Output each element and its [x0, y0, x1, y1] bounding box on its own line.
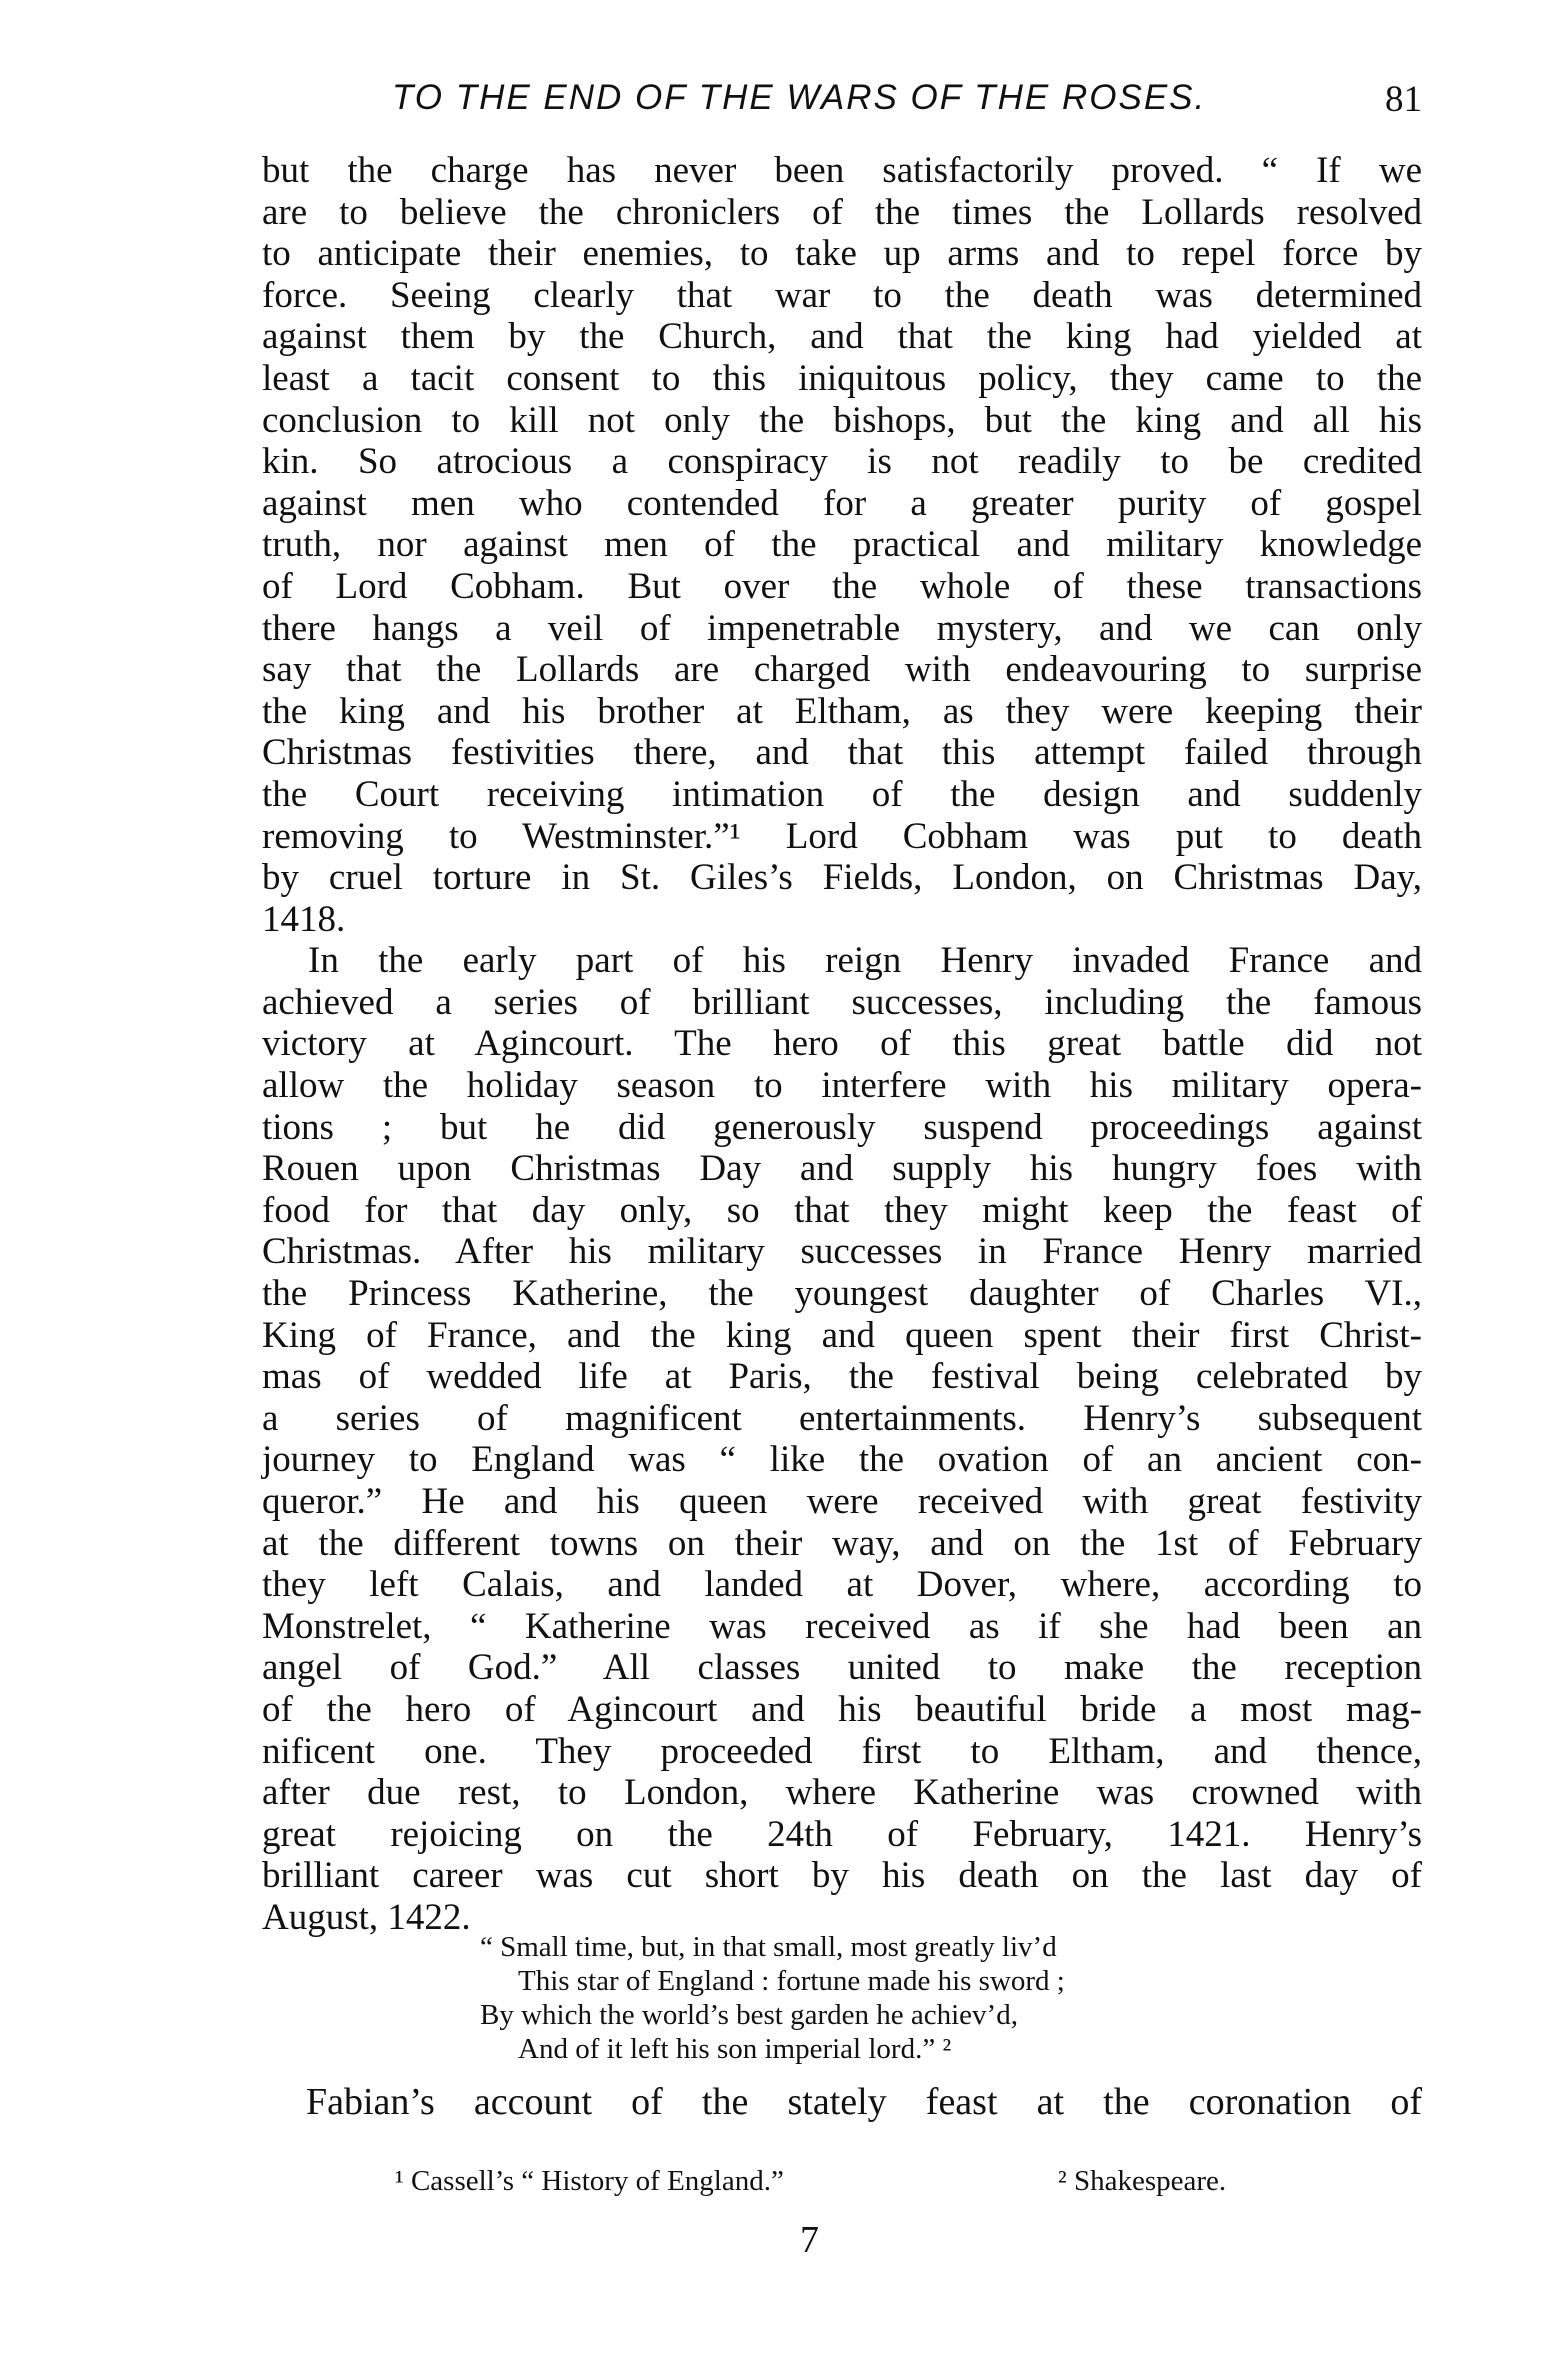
text-line: August, 1422.: [262, 1896, 471, 1938]
text-line: nificent one. They proceeded first to Eltham, and thence,: [262, 1730, 1422, 1772]
page-number: 81: [1385, 79, 1422, 120]
text-line: at the different towns on their way, and on the 1st of February: [262, 1522, 1422, 1564]
text-line: great rejoicing on the 24th of February, 1421. Henry’s: [262, 1813, 1422, 1855]
text-line: after due rest, to London, where Katherine was crowned with: [262, 1772, 1422, 1814]
text-line: Christmas. After his military successes in France Henry married: [262, 1231, 1422, 1273]
text-line: force. Seeing clearly that war to the death was determined: [262, 274, 1422, 316]
body-text: [262, 150, 1422, 1939]
text-line: are to believe the chroniclers of the times the Lollards resolved: [262, 191, 1422, 233]
verse-line: This star of England : fortune made his sword ;: [518, 1965, 1065, 1997]
footnote-2: ² Shakespeare.: [1058, 2165, 1227, 2197]
text-line: allow the holiday season to interfere with his military opera-: [262, 1065, 1422, 1107]
text-line: food for that day only, so that they might keep the feast of: [262, 1189, 1422, 1231]
text-line: truth, nor against men of the practical and military knowledge: [262, 524, 1422, 566]
text-line: by cruel torture in St. Giles’s Fields, London, on Christmas Day,: [262, 857, 1422, 899]
text-line: angel of God.” All classes united to make the reception: [262, 1647, 1422, 1689]
text-line: Monstrelet, “ Katherine was received as if she had been an: [262, 1605, 1422, 1647]
running-title: TO THE END OF THE WARS OF THE ROSES.: [392, 78, 1207, 117]
text-line: achieved a series of brilliant successes, including the famous: [262, 981, 1422, 1023]
text-line: victory at Agincourt. The hero of this great battle did not: [262, 1023, 1422, 1065]
text-line: journey to England was “ like the ovation of an ancient con-: [262, 1439, 1422, 1481]
verse-line: And of it left his son imperial lord.” ²: [518, 2033, 952, 2065]
text-line: Rouen upon Christmas Day and supply his hungry foes with: [262, 1148, 1422, 1190]
text-line: brilliant career was cut short by his death on the last day of: [262, 1855, 1422, 1897]
text-line: they left Calais, and landed at Dover, where, according to: [262, 1564, 1422, 1606]
text-line: least a tacit consent to this iniquitous policy, they came to the: [262, 357, 1422, 399]
text-line: King of France, and the king and queen spent their first Christ-: [262, 1314, 1422, 1356]
text-line: the Court receiving intimation of the design and suddenly: [262, 773, 1422, 815]
text-line: mas of wedded life at Paris, the festival being celebrated by: [262, 1356, 1422, 1398]
verse-line: By which the world’s best garden he achiev’d,: [480, 1999, 1018, 2031]
text-line: kin. So atrocious a conspiracy is not readily to be credited: [262, 441, 1422, 483]
text-line: of the hero of Agincourt and his beautiful bride a most mag-: [262, 1688, 1422, 1730]
text-line: Christmas festivities there, and that this attempt failed through: [262, 732, 1422, 774]
running-head: [262, 78, 1422, 138]
text-line: queror.” He and his queen were received with great festivity: [262, 1481, 1422, 1522]
text-line: but the charge has never been satisfactorily proved. “ If we: [262, 150, 1422, 191]
closing-line: Fabian’s account of the stately feast at the coronation of: [306, 2081, 1422, 2123]
footnote-1: ¹ Cassell’s “ History of England.”: [395, 2165, 784, 2197]
text-line: the king and his brother at Eltham, as they were keeping their: [262, 690, 1422, 732]
footnotes: [395, 2165, 1295, 2205]
text-line: 1418.: [262, 898, 346, 940]
text-line: conclusion to kill not only the bishops, but the king and all his: [262, 399, 1422, 441]
text-line: tions ; but he did generously suspend proceedings against: [262, 1106, 1422, 1148]
text-line: a series of magnificent entertainments. Henry’s subsequent: [262, 1397, 1422, 1439]
text-line: against men who contended for a greater purity of gospel: [262, 482, 1422, 524]
verse-line: “ Small time, but, in that small, most greatly liv’d: [480, 1931, 1057, 1963]
text-line: against them by the Church, and that the king had yielded at: [262, 316, 1422, 358]
text-line: say that the Lollards are charged with endeavouring to surprise: [262, 649, 1422, 691]
text-line: to anticipate their enemies, to take up arms and to repel force by: [262, 233, 1422, 275]
text-line: there hangs a veil of impenetrable mystery, and we can only: [262, 607, 1422, 649]
paragraph-start-line: In the early part of his reign Henry invaded France and: [308, 940, 1422, 982]
verse-quotation: [480, 1930, 1240, 2066]
text-line: removing to Westminster.”¹ Lord Cobham was put to death: [262, 815, 1422, 857]
text-line: the Princess Katherine, the youngest daughter of Charles VI.,: [262, 1273, 1422, 1315]
signature-mark: 7: [800, 2219, 819, 2261]
text-line: of Lord Cobham. But over the whole of these transactions: [262, 565, 1422, 607]
